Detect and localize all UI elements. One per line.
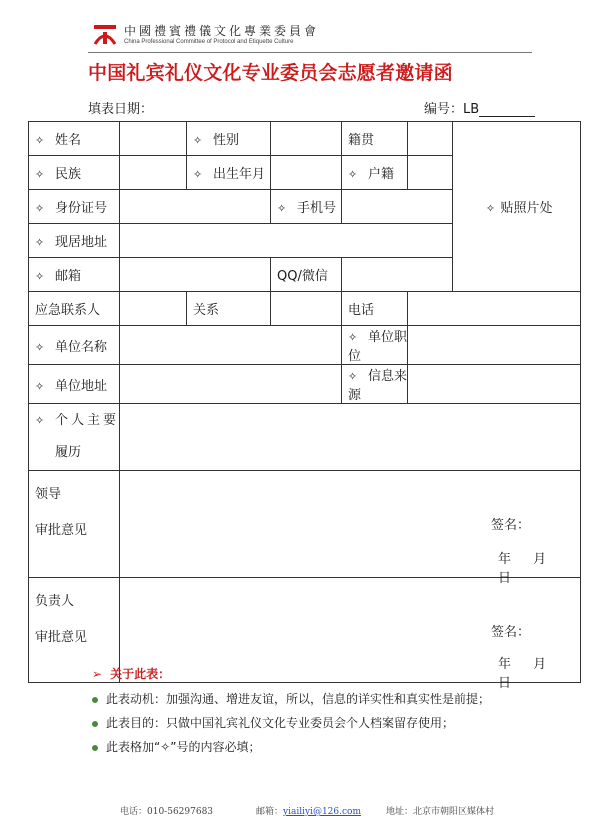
required-mark-icon: ✧ (348, 331, 358, 344)
org-name-en: China Professional Committee of Protocol and Etiquette Culture (124, 39, 294, 45)
required-mark-icon: ✧ (35, 414, 45, 427)
serial-blank[interactable] (479, 104, 535, 117)
ethnicity-input[interactable] (120, 156, 187, 190)
head-approval-label: 负责人 审批意见 (29, 578, 120, 683)
footer-email-link[interactable]: yiailiyi@126.com (283, 807, 361, 817)
required-mark-icon: ✧ (348, 370, 358, 383)
household-label: ✧ 户籍 (342, 156, 408, 190)
photo-slot[interactable] (453, 122, 581, 292)
id-number-label: ✧ 身份证号 (29, 190, 120, 224)
required-mark-icon: ✧ (193, 134, 203, 147)
required-mark-icon: ✧ (35, 340, 45, 354)
position-input[interactable] (408, 326, 581, 365)
gender-label: ✧ 性别 (187, 122, 271, 156)
footer-email: 邮箱：yiailiyi@126.com (256, 807, 361, 817)
required-mark-icon: ✧ (35, 236, 45, 249)
resume-label: ✧ 个人主要 履历 (29, 404, 120, 471)
head-signature-label: 签名： (491, 625, 531, 640)
serial-number-field[interactable] (424, 98, 535, 117)
address-input[interactable] (120, 224, 453, 258)
email-input[interactable] (120, 258, 271, 292)
required-mark-icon: ✧ (35, 270, 45, 283)
notes-section (92, 665, 490, 759)
dot-bullet-icon (92, 745, 98, 751)
info-source-input[interactable] (408, 365, 581, 404)
employer-address-input[interactable] (120, 365, 342, 404)
emergency-contact-label: 应急联系人 (29, 292, 120, 326)
note-item: 此表动机：加强沟通、增进友谊，所以，信息的详实性和真实性是前提； (92, 687, 490, 711)
required-mark-icon: ✧ (277, 202, 287, 215)
required-mark-icon: ✧ (193, 168, 203, 181)
footer-phone: 电话：010-56297683 (120, 807, 214, 817)
footer-address: 地址：北京市朝阳区媒体村 (386, 807, 495, 817)
relation-input[interactable] (271, 292, 342, 326)
required-mark-icon: ✧ (348, 168, 358, 181)
required-mark-icon: ✧ (35, 379, 45, 393)
resume-input[interactable] (120, 404, 581, 471)
email-label: ✧ 邮箱 (29, 258, 120, 292)
leader-approval-label: 领导 审批意见 (29, 471, 120, 578)
native-place-label: 籍贯 (342, 122, 408, 156)
birth-label: ✧ 出生年月 (187, 156, 271, 190)
household-input[interactable] (408, 156, 453, 190)
employer-address-label: ✧ 单位地址 (29, 365, 120, 404)
leader-approval-input[interactable] (120, 471, 581, 586)
position-label: ✧ 单位职位 (342, 326, 408, 365)
committee-logo-icon (92, 24, 118, 46)
address-label: ✧ 现居地址 (29, 224, 120, 258)
telephone-label: 电话 (342, 292, 408, 326)
page-title: 中国礼宾礼仪文化专业委员会志愿者邀请函 (88, 62, 453, 84)
volunteer-form-table (28, 121, 581, 691)
emergency-contact-input[interactable] (120, 292, 187, 326)
leader-signature-label: 签名： (491, 518, 531, 533)
telephone-input[interactable] (408, 292, 581, 326)
fill-date-field[interactable] (88, 98, 153, 117)
note-item: 此表格加“✧”号的内容必填； (92, 735, 490, 759)
serial-label: 编号：LB (424, 102, 480, 117)
phone-label: ✧ 手机号 (271, 190, 342, 224)
info-source-label: ✧ 信息来源 (342, 365, 408, 404)
dot-bullet-icon (92, 721, 98, 727)
id-number-input[interactable] (120, 190, 271, 224)
qq-wechat-label: QQ/微信 (271, 258, 342, 292)
note-item: 此表目的：只做中国礼宾礼仪文化专业委员会个人档案留存使用； (92, 711, 490, 735)
header-divider (88, 52, 532, 53)
qq-wechat-input[interactable] (342, 258, 453, 292)
ethnicity-label: ✧ 民族 (29, 156, 120, 190)
name-input[interactable] (120, 122, 187, 156)
employer-input[interactable] (120, 326, 342, 365)
gender-input[interactable] (271, 122, 342, 156)
head-date-label: 年 月 日 (498, 657, 547, 691)
birth-input[interactable] (271, 156, 342, 190)
required-mark-icon: ✧ (35, 168, 45, 181)
employer-label: ✧ 单位名称 (29, 326, 120, 365)
photo-label: 贴照片处 (500, 201, 553, 216)
relation-label: 关系 (187, 292, 271, 326)
notes-heading: ➢ 关于此表： (92, 667, 171, 681)
required-mark-icon: ✧ (485, 202, 496, 215)
fill-date-label: 填表日期： (88, 102, 154, 117)
required-mark-icon: ✧ (35, 134, 45, 147)
dot-bullet-icon (92, 697, 98, 703)
name-label: ✧ 姓名 (29, 122, 120, 156)
required-mark-icon: ✧ (35, 202, 45, 215)
org-name-cn: 中國禮賓禮儀文化專業委員會 (124, 24, 320, 38)
leader-date-label: 年 月 日 (498, 552, 547, 586)
arrow-bullet-icon: ➢ (92, 667, 103, 681)
native-place-input[interactable] (408, 122, 453, 156)
phone-input[interactable] (342, 190, 453, 224)
